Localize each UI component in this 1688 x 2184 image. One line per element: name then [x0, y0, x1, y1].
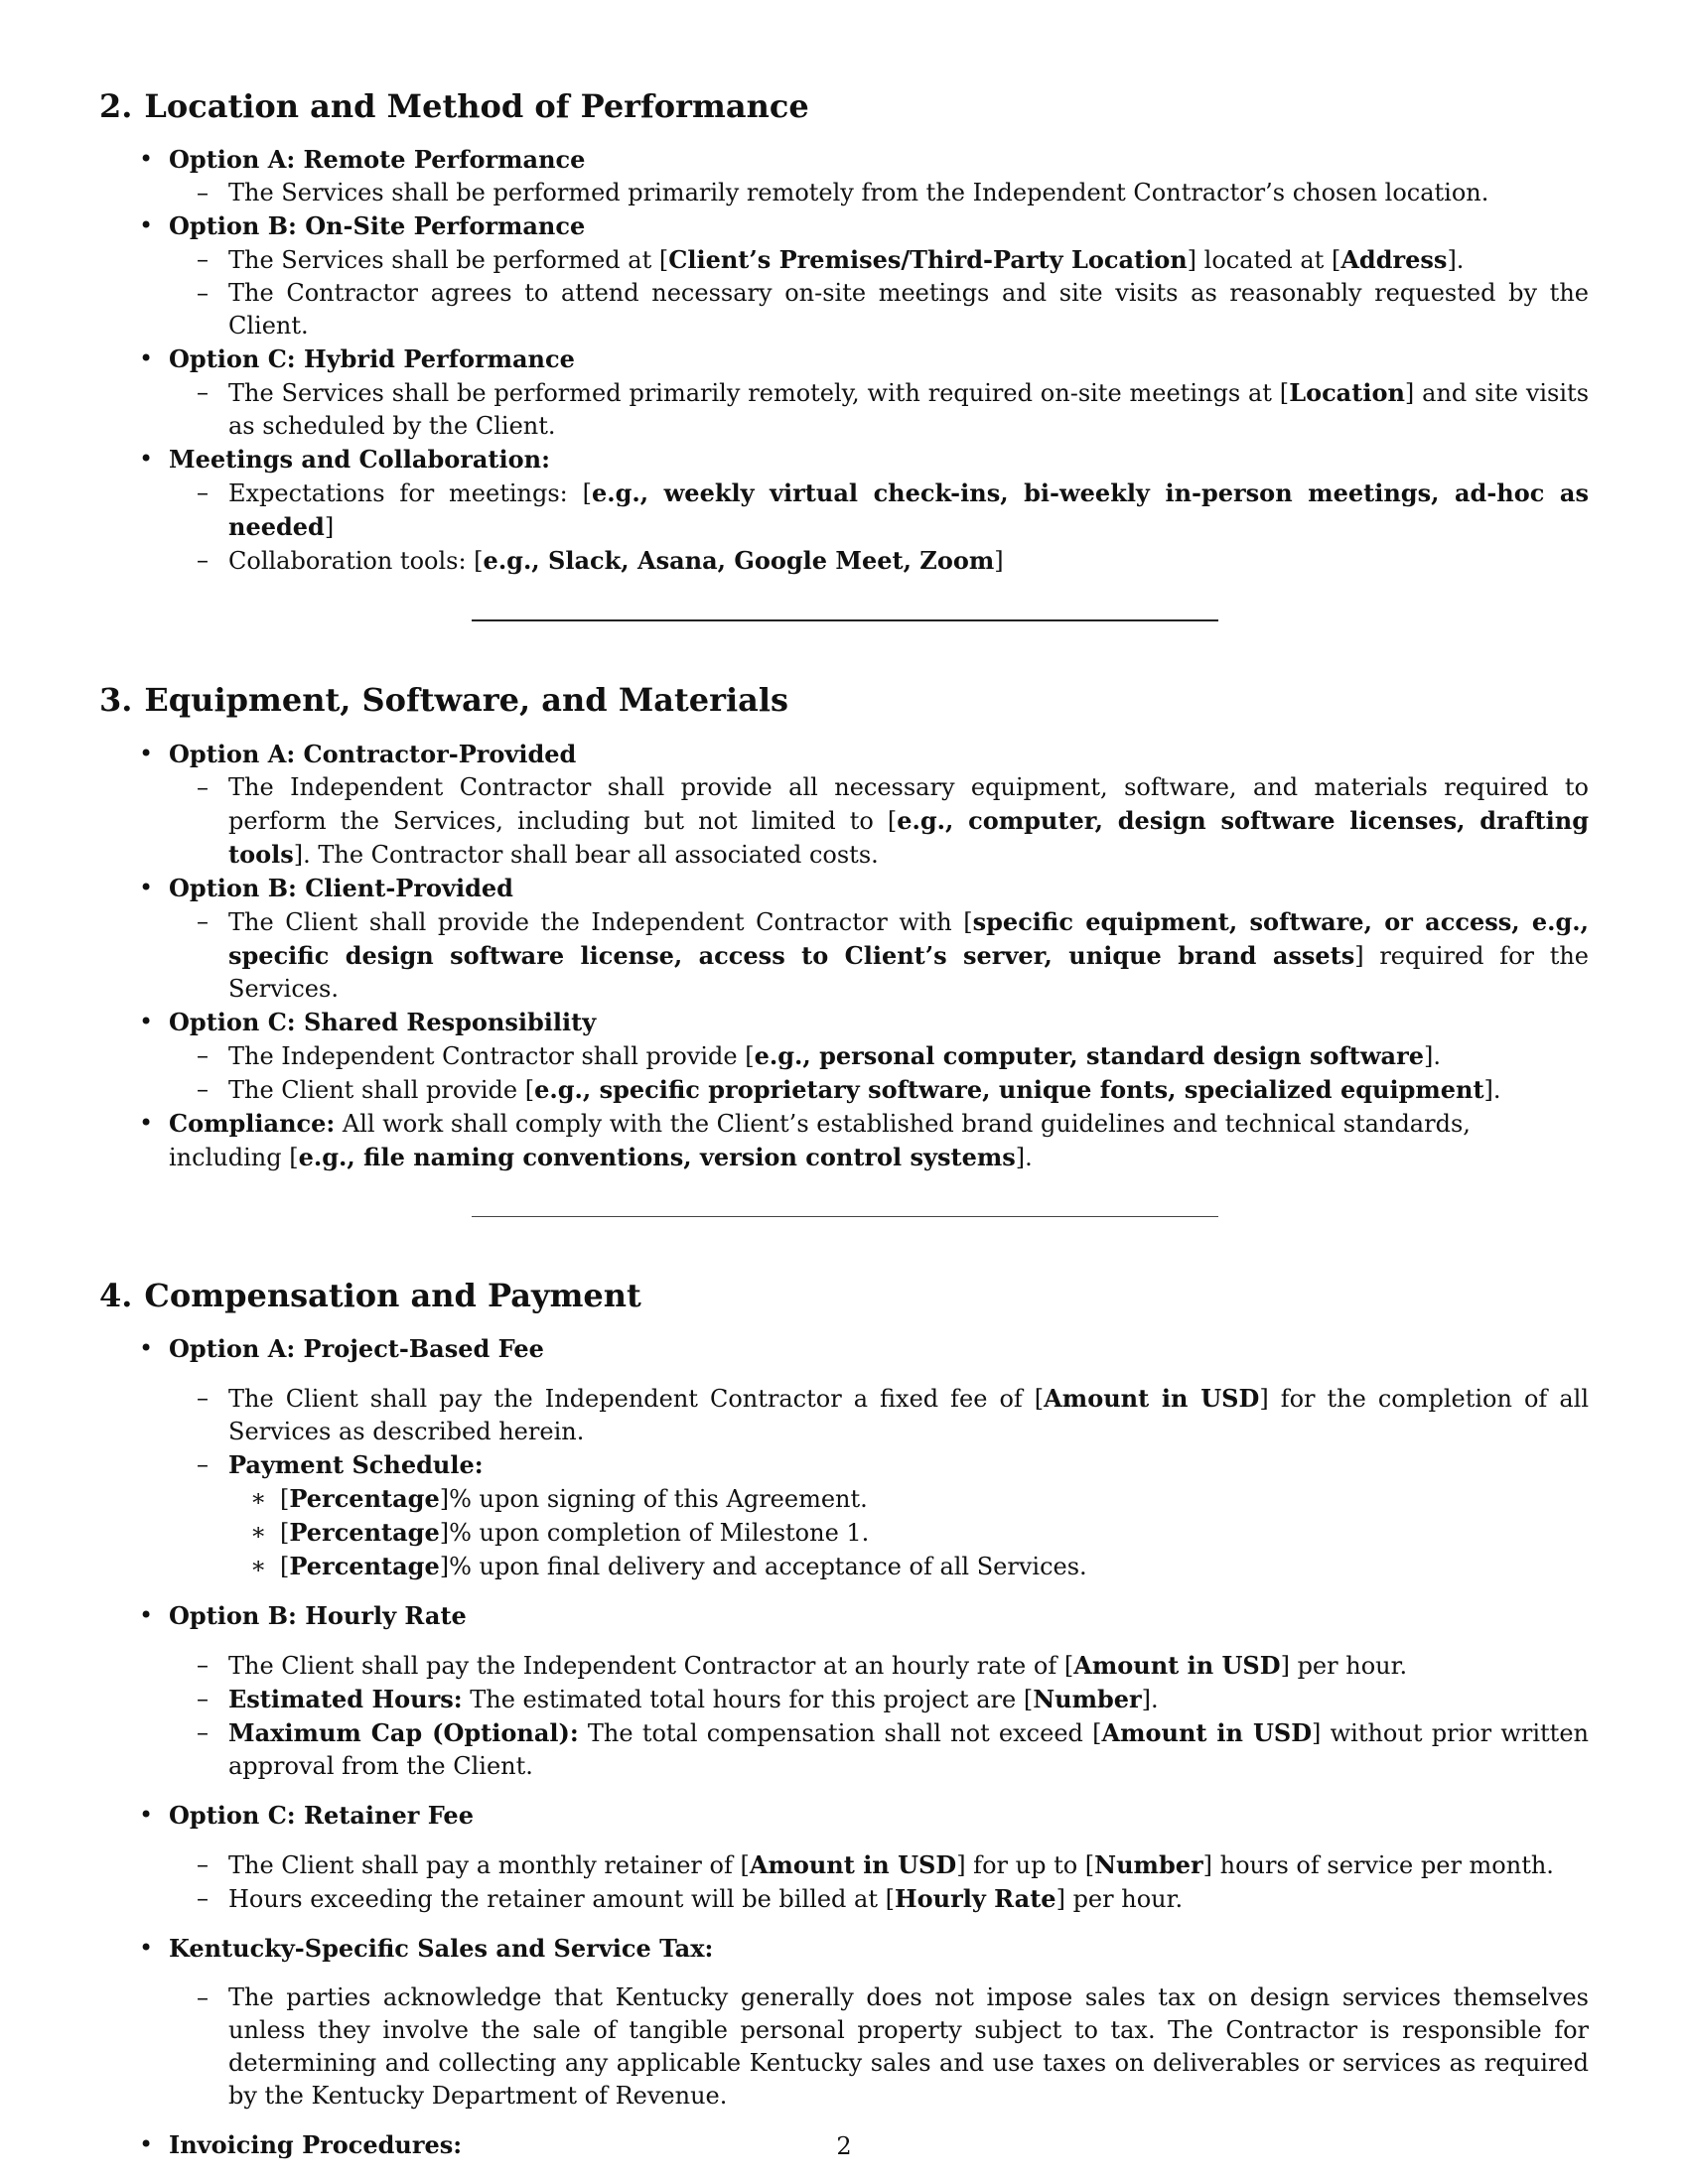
- schedule-item: [280, 1516, 1589, 1550]
- text: ]. The Contractor shall bear all associated costs.: [293, 840, 879, 869]
- placeholder: Location: [1289, 378, 1405, 408]
- placeholder: Amount in USD: [1073, 1651, 1281, 1681]
- option-title: Option B: Hourly Rate: [169, 1601, 467, 1631]
- text: ] per hour.: [1055, 1885, 1184, 1914]
- placeholder: e.g., personal computer, standard design software: [754, 1040, 1424, 1070]
- sub-item: [228, 243, 1589, 277]
- placeholder: Amount in USD: [1044, 1384, 1260, 1414]
- text: The Client shall provide the Independent Contractor with [: [228, 907, 973, 936]
- text: ] hours of service per month.: [1202, 1851, 1554, 1880]
- option-title: Invoicing Procedures:: [169, 2130, 463, 2160]
- text: The Independent Contractor shall provide [: [228, 1041, 755, 1070]
- placeholder: Number: [1094, 1850, 1203, 1880]
- option-list: [99, 738, 1589, 1174]
- sub-title: Estimated Hours:: [228, 1685, 463, 1714]
- text: Hours exceeding the retainer amount will be billed at [: [228, 1885, 895, 1914]
- section-4: [99, 1277, 1589, 2162]
- placeholder: Percentage: [289, 1552, 440, 1581]
- sub-item: [228, 376, 1589, 443]
- text: [: [280, 1519, 290, 1548]
- section-number: 4.: [99, 1276, 133, 1314]
- list-item: [169, 738, 1589, 872]
- text: The Client shall pay a monthly retainer of [: [228, 1851, 750, 1880]
- text: The total compensation shall not exceed [: [578, 1719, 1102, 1748]
- list-item: [169, 209, 1589, 342]
- text: ]% upon signing of this Agreement.: [439, 1485, 868, 1514]
- option-title: Option C: Retainer Fee: [169, 1801, 474, 1831]
- option-title: Compliance:: [169, 1108, 336, 1138]
- option-title: Meetings and Collaboration:: [169, 445, 550, 475]
- list-item: [169, 1332, 1589, 1583]
- section-heading: [99, 681, 1589, 719]
- list-item: [169, 872, 1589, 1006]
- placeholder: Amount in USD: [1101, 1718, 1313, 1748]
- text: The Client shall pay the Independent Contractor a fixed fee of [: [228, 1385, 1045, 1414]
- section-2: [99, 87, 1589, 578]
- list-item: [169, 1006, 1589, 1107]
- list-item: [169, 1799, 1589, 1916]
- sub-item: [228, 905, 1589, 1006]
- section-number: 2.: [99, 87, 133, 125]
- text: The Client shall provide [: [228, 1075, 535, 1104]
- text: Collaboration tools: [: [228, 547, 484, 576]
- sub-item: [228, 1716, 1589, 1783]
- sub-item: [228, 1848, 1589, 1882]
- list-item: [169, 143, 1589, 209]
- list-item: [169, 1107, 1589, 1174]
- section-divider: [472, 1216, 1218, 1217]
- schedule-item: [280, 1482, 1589, 1516]
- section-divider: [472, 619, 1218, 621]
- section-title: Compensation and Payment: [144, 1276, 641, 1314]
- option-list: [99, 143, 1589, 578]
- option-title: Option A: Project-Based Fee: [169, 1334, 544, 1364]
- text: ] per hour.: [1280, 1652, 1408, 1681]
- sub-item: [228, 544, 1589, 578]
- option-title: Kentucky-Specific Sales and Service Tax:: [169, 1934, 714, 1964]
- sub-item: [228, 771, 1589, 872]
- text: The Contractor agrees to attend necessary on-site meetings and site visits as reasonably requested by the Client.: [228, 279, 1589, 341]
- sub-item: [228, 1882, 1589, 1916]
- section-heading: [99, 87, 1589, 125]
- placeholder: e.g., file naming conventions, version control systems: [298, 1142, 1016, 1171]
- placeholder: Number: [1033, 1685, 1142, 1714]
- placeholder: Amount in USD: [749, 1850, 957, 1880]
- section-number: 3.: [99, 681, 133, 720]
- text: ] required for the Services.: [228, 941, 1589, 1003]
- placeholder: e.g., specific proprietary software, unique fonts, specialized equipment: [534, 1074, 1484, 1104]
- sub-item: [228, 477, 1589, 544]
- option-title: Option A: Contractor-Provided: [169, 739, 577, 768]
- text: Expectations for meetings: [: [228, 479, 592, 508]
- text: The Independent Contractor shall provide all necessary equipment, software, and materials required to perform the Services, including but not limited to [: [228, 772, 1589, 835]
- placeholder: e.g., computer, design software licenses, drafting tools: [228, 805, 1589, 869]
- placeholder: Percentage: [289, 1484, 440, 1514]
- document-body: [99, 87, 1589, 2162]
- placeholder: Address: [1340, 245, 1448, 275]
- section-title: Location and Method of Performance: [144, 87, 809, 125]
- text: The Services shall be performed primarily remotely from the Independent Contractor’s chosen location.: [228, 179, 1489, 207]
- option-title: Option B: Client-Provided: [169, 873, 513, 902]
- text: [: [280, 1485, 290, 1514]
- section-heading: [99, 1277, 1589, 1314]
- text: ].: [1483, 1075, 1501, 1104]
- placeholder: e.g., Slack, Asana, Google Meet, Zoom: [483, 546, 995, 576]
- list-item: [169, 443, 1589, 578]
- option-title: Option A: Remote Performance: [169, 145, 586, 175]
- text: All work shall comply with the Client’s established brand guidelines and technical standards, including [: [169, 1109, 1471, 1171]
- placeholder: specific equipment, software, or access, e.g., specific design software license, access to Client’s server, unique brand assets: [228, 906, 1589, 970]
- sub-item: [228, 1981, 1589, 2113]
- text: ].: [1015, 1143, 1033, 1171]
- placeholder: e.g., weekly virtual check-ins, bi-weekly in-person meetings, ad-hoc as needed: [228, 478, 1589, 542]
- list-item: [169, 1599, 1589, 1783]
- text: The Services shall be performed at [: [228, 246, 669, 275]
- text: [: [280, 1553, 290, 1581]
- option-title: Option C: Hybrid Performance: [169, 344, 575, 374]
- text: ]% upon final delivery and acceptance of all Services.: [439, 1553, 1087, 1581]
- text: ] for up to [: [956, 1851, 1095, 1880]
- option-title: Option B: On-Site Performance: [169, 211, 586, 241]
- sub-item: [228, 1039, 1589, 1073]
- text: ] located at [: [1187, 246, 1341, 275]
- sub-item: [228, 1073, 1589, 1107]
- sub-item: [228, 1382, 1589, 1448]
- placeholder: Client’s Premises/Third-Party Location: [668, 245, 1188, 275]
- schedule-item: [280, 1550, 1589, 1583]
- placeholder: Hourly Rate: [894, 1884, 1056, 1914]
- text: ]% upon completion of Milestone 1.: [439, 1519, 870, 1548]
- text: ]: [324, 513, 335, 542]
- section-3: [99, 681, 1589, 1173]
- page-number: 2: [836, 2132, 852, 2160]
- sub-item: [228, 1649, 1589, 1683]
- option-title: Option C: Shared Responsibility: [169, 1007, 597, 1036]
- sub-item: [228, 1683, 1589, 1716]
- text: The parties acknowledge that Kentucky generally does not impose sales tax on design services themselves unless they involve the sale of tangible personal property subject to tax. The Contractor is responsible for determining and collecting any applicable Kentucky sales and use taxes on deliverables or services as required by the Kentucky Department of Revenue.: [228, 1983, 1589, 2111]
- list-item: [169, 1932, 1589, 2113]
- sub-item: [228, 177, 1589, 209]
- text: ].: [1141, 1686, 1159, 1714]
- section-title: Equipment, Software, and Materials: [144, 681, 789, 720]
- list-item: [169, 342, 1589, 443]
- sub-item: [228, 1448, 1589, 1583]
- text: The Services shall be performed primarily remotely, with required on-site meetings at [: [228, 379, 1290, 408]
- option-list: [99, 1332, 1589, 2162]
- text: ] for the completion of all Services as described herein.: [228, 1385, 1589, 1446]
- placeholder: Percentage: [289, 1518, 440, 1548]
- sub-title: Payment Schedule:: [228, 1450, 484, 1480]
- text: ] and site visits as scheduled by the Client.: [228, 379, 1590, 441]
- text: ].: [1447, 246, 1465, 275]
- text: The Client shall pay the Independent Contractor at an hourly rate of [: [228, 1652, 1074, 1681]
- sub-title: Maximum Cap (Optional):: [228, 1718, 579, 1748]
- text: The estimated total hours for this project are [: [462, 1686, 1034, 1714]
- text: ]: [994, 547, 1004, 576]
- text: ].: [1424, 1041, 1441, 1070]
- text: ] without prior written approval from the Client.: [228, 1719, 1589, 1781]
- sub-item: [228, 277, 1589, 342]
